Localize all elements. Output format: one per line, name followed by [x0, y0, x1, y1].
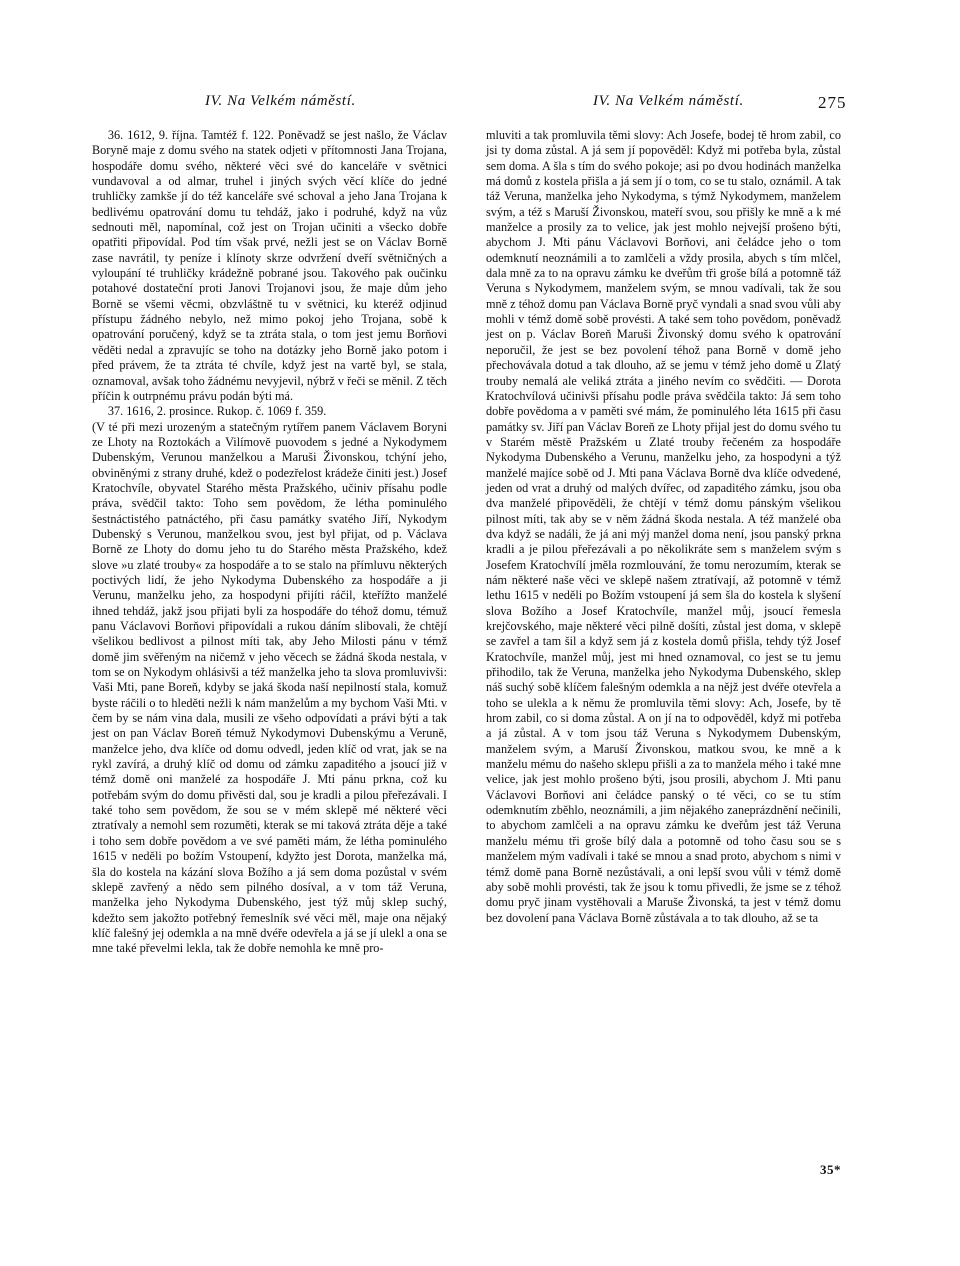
running-header-left: IV. Na Velkém náměstí. [205, 93, 356, 109]
text-column-right [486, 128, 841, 926]
paragraph-continuation: mluviti a tak promluvila těmi slovy: Ach Josefe, bodej tě hrom zabil, co jsi ty doma zůstal. A já sem jí popověděl: Když mi potřeba byla, zůstal sem doma. A šla s tím do svého pokoje; asi po dvou hodinách manželka má domů z kostela přišla a já sem jí o tom, co se tu stalo, oznámil. A tak táž Veruna, manželka jeho Nykodyma, s týmž Nykodymem, manželem svým, a též s Maruší Živonskou, mateří svou, sou přišly ke mně a k mé manželce a prosily za to velice, jak jest mohlo nejvejší prošeno býti, abychom J. Mti pánu Václavovi Borňovi, ani čeládce jeho o tom odemknutí neoznámili a to zamlčeli a vždy prosila, abych s tím mlčel, dala mně za to na opravu zámku ke dveřům tři groše bílá a potomně táž Veruna s Nykodymem, manželem svým, se mnou vadívali, tak že sou mně z téhož domu pan Václava Borně pryč vyndali a snad svou vůli aby mohli v témž domě sobě provésti. A také sem toho povědom, poněvadž jest on p. Václav Boreň Maruši Živonský domu svého k opatrování neporučil, že jest se bez povolení téhož pana Borně v domě jeho přechovávala dotud a tak dlouho, až se jemu v témž jeho domě u Zlatý trouby nemalá ale veliká ztráta a jiného nevím co svědčiti. — Dorota Kratochvílová učinivši přísahu podle práva svědčila takto: Já sem toho dobře povědoma a v paměti své mám, že pominulého léta 1615 při času památky sv. Jiří pan Václav Boreň ze Lhoty přijal jest do domu svého tu v Starém městě Pražském u Zlaté trouby řečeném za hospodáře Nykodyma Dubenského a Verunu, manželku jeho, za hospodyni a týž manželé majíce sobě od J. Mti pana Václava Borně dva klíče odvedené, jeden od vrat a druhý od malých dvířec, od zapaditého zámku, jsou oba dva manželé připověděli, že chtějí v témž domu pánským všelikou pilnost míti, tak aby se v něm žádná škoda nestala. A též manželé oba dva když se nadáli, že já ani mýj manžel doma není, jsou panský prkna kradli a je pilou přeřezávali a po několikráte sem s manželem svým s Josefem Kratochvílí jměla rozmlouvání, že tomu nerozumím, kterak se nám některé naše věci ve sklepě našem ztratívají, až potomně v témž lethu 1615 v neděli po Božím vstoupení já sem šla do kostela k slyšení slova Božího a Josef Kratochvíle, manžel můj, jsoucí řemesla krejčovského, maje některé věci pilně došíti, zůstal jest doma, v sklepě se zavřel a tam šil a když sem já z kostela domů přišla, tehdy týž Josef Kratochvíle, manžel můj, jest mi hned oznamoval, co jest se tu jemu přihodilo, tak že Veruna, manželka jeho Nykodyma Dubenského, sklep náš suchý sobě klíčem falešným odemkla a na nějž jest dvéře otevřela a toho se ulekla a k němu že promluvila těmi slovy: Ach, Josefe, by tě hrom zabil, co si doma zůstal. A on jí na to odpověděl, když mi potřeba a já zůstal. A v tom jsou táž Veruna s Nykodymem Dubenským, manželem svým, a Maruší Živonskou, matkou svou, ke mně a k manželu mému do našeho sklepu přišli a za to manžela mého i také mne velice, jak jest mohlo prošeno býti, jsou prosili, abychom J. Mti panu Václavovi Borňovi ani čeládce panský o té věci, co se tu stím odemknutím zběhlo, neoznámili, a jim nějakého zaneprázdnění nečinili, to abychom zamlčeli a na opravu zámku ke dveřům jest táž Veruna manželu mému tři groše bílý dala a potomně od toho času sou se s manželem mým vadívali i také se mnou a snad proto, abychom s nimi v témž domě pana Borně nezůstávali, a oni lepší svou vůli v témž domě aby sobě mohli provésti, tak že jsou k tomu přivedli, že jsme se z téhož domu pryč jinam vystěhovali a Maruše Živonská, ta jest v témž domu bez dovolení pana Václava Borně zůstávala a to tak dlouho, až se ta [486, 128, 841, 925]
paragraph-entry-36: 36. 1612, 9. října. Tamtéž f. 122. Poněvadž se jest našlo, že Václav Boryně maje z domu svého na statek odjeti v přítomnosti Jana Trojana, hospodáře domu svého, některé věci své do kanceláře v světnici vundavoval a od almar, truhel i jiných svých věcí klíče do jedné truhličky zamkše jí do též kanceláře své schoval a jeho Jana Trojana k bedlivému opatrování domu tu tehdáž, jako i podruhé, když na vůz sednouti měl, napomínal, což jest on Trojan učiniti a všecko dobře opatřiti připovídal. Pod tím však prvé, nežli jest se on Václav Borně zase navrátil, ty peníze i klínoty skrze odvržení dveří světničných a vyloupání té truhličky krádežně pobrané jsou. Takového pak oučinku potahové dostateční proti Janovi Trojanovi jsou, že maje dům jeho Borně se všemi věcmi, obzvláštně tu v světnici, ku kteréž odjinud přístupu žádného nebylo, než mimo pokoj jeho Trojana, sobě k opatrování poručený, když se ta ztráta stala, o tom jest jemu Borňovi věděti nedal a zpravujíc se toho na dotázky jeho Borně jako potom i před právem, že ta ztráta té chvíle, když jest na vartě byl, se stala, oznamoval, avšak toho žádnému nevyjevil, nýbrž v řeči se měnil. Z těch příčin k outrpnému právu podán býti má. [92, 128, 447, 403]
text-column-left [92, 128, 447, 957]
paragraph-entry-37-heading: 37. 1616, 2. prosince. Rukop. č. 1069 f. 359. [107, 404, 327, 419]
running-header-right: IV. Na Velkém náměstí. [593, 93, 744, 109]
paragraph-entry-37-body: (V té při mezi urozeným a statečným rytířem panem Václavem Boryni ze Lhoty na Roztokách a Vilímově puovodem s jedné a Nykodymem Dubenským, Verunou manželkou a Maruši Živonskou, tchýní jeho, obviněnými z strany druhé, kdež o podezřelost krádeže činiti jest.) Josef Kratochvíle, obyvatel Starého města Pražského, učiniv přísahu podle práva, svědčil takto: Toho sem povědom, že létha pominulého šestnáctistého patnáctého, při času památky svatého Jiří, Nykodym Dubenský s Verunou, manželkou svou, jest byl přijat, od p. Václava Borně ze Lhoty do domu jeho tu do Starého města Pražského, kdež slove »u zlaté trouby« za hospodáře a to se stalo na přímluvu některých poctivých lidí, že jeho Nykodyma Dubenského za hospodáře a ji Verunu, manželku jeho, za hospodyni přijíti ráčil, kteřížto manželé ihned tehdáž, jakž jsou přijati byli za hospodáře do téhož domu, témuž panu Václavovi Borňovi připovídali a rukou dáním slibovali, že chtějí všelikou bedlivost a pilnost míti tak, aby Jeho Milosti pánu v témž domě jim svěřeným na ničemž v jeho věcech se žádná škoda nestala, v tom se on Nykodym ohlásivši a též manželka jeho ta slova promluvivši: Vaši Mti, pane Boreň, kdyby se jaká škoda naší nepilností stala, komuž byste ráčili o to hleděti nežli k nám manželům a my bychom Vaši Mti. v čem by se nám vina dala, musili ze všeho odpovídati a právi býti a tak jest on pan Václav Boreň témuž Nykodymovi Dubenskýmu a Veruně, manželce jeho, dva klíče od domu odvedl, jeden klíč od vrat, jak se na rykl zavírá, a druhý klíč od domu od zámku zapaditého a jsoucí již v témž domě oni manželé za hospodáře J. Mti pánu prkna, což ku potřebám svým do domu přivěsti dal, sou je kradli a pilou přeřezávali. I také toho sem povědom, že sou se v mém sklepě mé některé věci ztratívaly a nemohl sem rozuměti, kterak se mi taková ztráta děje a také i toho sem dobře povědom a ve své paměti mám, že létha pominulého 1615 v neděli po božím Vstoupení, kdyžto jest Dorota, manželka má, šla do kostela na kázání slova Božího a já sem doma pozůstal v svém sklepě zavřený a nědo sem pilného dosíval, a v tom táž Veruna, manželka jeho Nykodyma Dubenského, jest týž můj sklep suchý, kdežto sem jakožto potřebný řemeslník své věci měl, maje ona nějaký klíč falešný jej odemkla a na mně dvéře odevřela a já se jí ulekl a ona se mne také převelmi lekla, tak že dobře nemohla ke mně pro- [92, 419, 447, 956]
signature-mark: 35* [820, 1162, 841, 1177]
page-number: 275 [818, 93, 847, 112]
